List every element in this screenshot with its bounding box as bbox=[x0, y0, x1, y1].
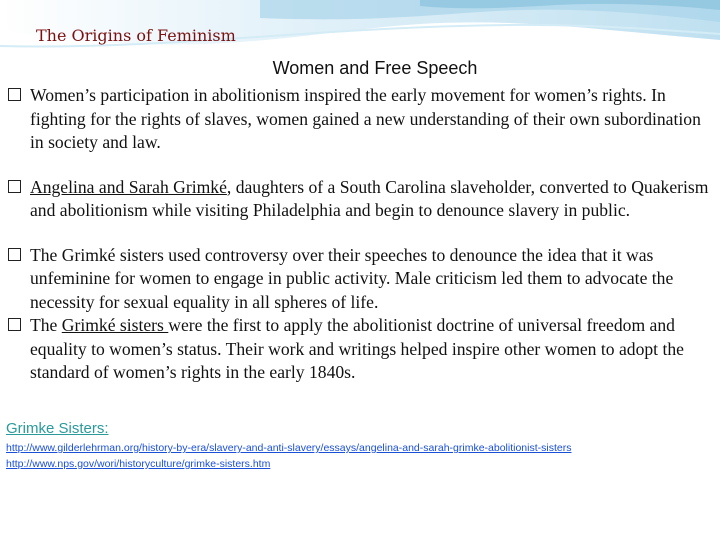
sources bbox=[6, 420, 718, 472]
checkbox-bullet-icon bbox=[8, 180, 21, 193]
slide-subtitle: Women and Free Speech bbox=[272, 58, 478, 78]
bullet-3-text: The Grimké sisters used controversy over their speeches to denounce the idea that it was unfeminine for women to engage in public activity. Male criticism led them to advocate the necessity for sexual equality in all spheres of life. bbox=[30, 244, 674, 312]
checkbox-bullet-icon bbox=[8, 248, 21, 261]
checkbox-bullet-icon bbox=[8, 88, 21, 101]
bullet-4-underlined-text: Grimké sisters bbox=[61, 315, 169, 335]
bullet-2-text: , daughters of a South Carolina slaveholder, converted to Quakerism and abolitionism while visiting Philadelphia and begin to denounce slavery in public. bbox=[30, 176, 709, 220]
slide-title: The Origins of Feminism bbox=[36, 26, 236, 45]
bullet-4-prefix: The bbox=[30, 315, 62, 335]
bullet-1 bbox=[8, 84, 712, 155]
bullet-2-underlined-text: Angelina and Sarah Grimké bbox=[30, 176, 227, 197]
bullet-list bbox=[8, 84, 712, 385]
source-link-gilderlehrman[interactable]: http://www.gilderlehrman.org/history-by-era/slavery-and-anti-slavery/essays/angelina-and-sarah-grimke-abolitionist-sisters bbox=[6, 442, 572, 454]
bullet-2 bbox=[8, 176, 712, 223]
checkbox-bullet-icon bbox=[8, 318, 21, 331]
sources-label: Grimke Sisters: bbox=[6, 420, 109, 437]
bullet-3 bbox=[8, 244, 712, 315]
source-link-nps[interactable]: http://www.nps.gov/wori/historyculture/grimke-sisters.htm bbox=[6, 458, 271, 470]
bullet-1-text: Women’s participation in abolitionism inspired the early movement for women’s rights. In fighting for the rights of slaves, women gained a new understanding of their own subordination in society and law. bbox=[30, 85, 701, 152]
bullet-4 bbox=[8, 314, 712, 385]
bullet-4-text: were the first to apply the abolitionist doctrine of universal freedom and equality to women’s status. Their work and writings helped inspire other women to adopt the standard of women’s rights in the early 1840s. bbox=[30, 315, 684, 382]
